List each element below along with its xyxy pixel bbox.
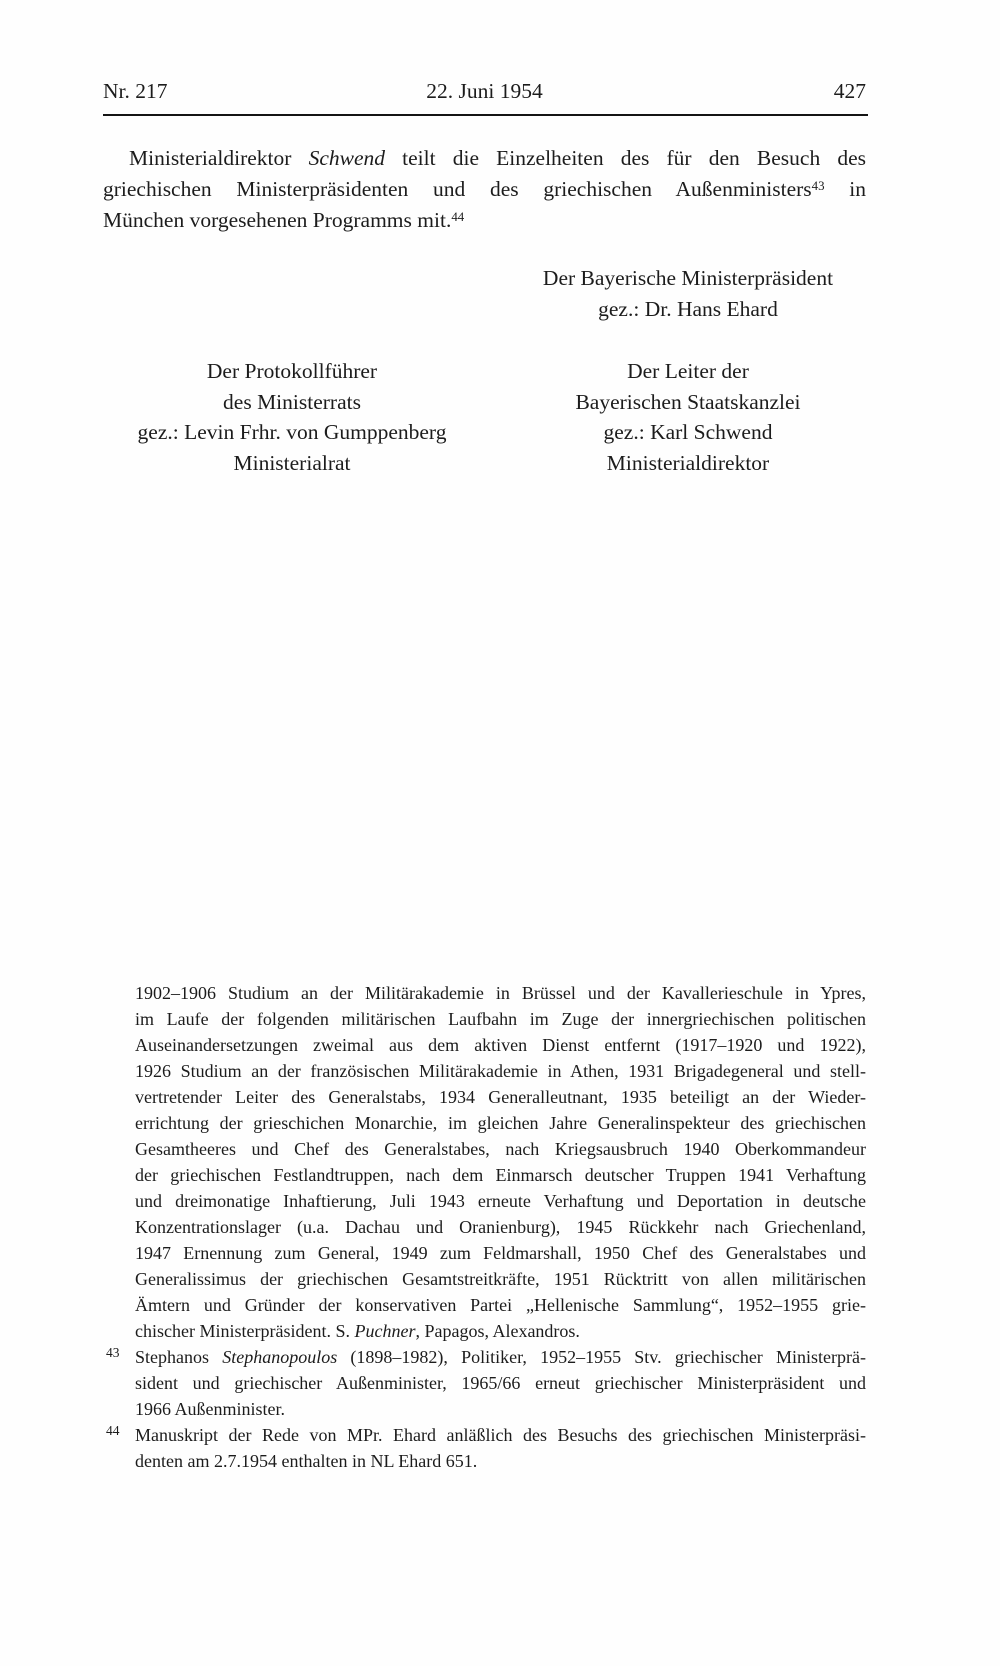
signature-line: Bayerischen Staatskanzlei bbox=[575, 389, 801, 414]
page-header bbox=[103, 78, 866, 104]
text-run: chischer Ministerpräsident. S. bbox=[135, 1321, 355, 1341]
document-date: 22. Juni 1954 bbox=[426, 79, 543, 103]
text-run: 1926 Studium an der französischen Militärakademie in Athen, 1931 Brigadegeneral und stell- bbox=[135, 1061, 866, 1081]
text-line bbox=[135, 1032, 866, 1058]
text-run: (1898–1982), Politiker, 1952–1955 Stv. griechischer Ministerprä- bbox=[337, 1347, 866, 1367]
signature-chancellery bbox=[488, 356, 888, 478]
text-run: 1966 Außenminister. bbox=[135, 1399, 285, 1419]
text-run: der griechischen Festlandtruppen, nach dem Einmarsch deutscher Truppen 1941 Verhaftung bbox=[135, 1165, 866, 1185]
signature-premier bbox=[488, 263, 888, 324]
signature-line: Ministerialrat bbox=[233, 450, 351, 475]
text-line bbox=[135, 1448, 866, 1474]
signature-line: gez.: Dr. Hans Ehard bbox=[598, 296, 778, 321]
signature-line: gez.: Karl Schwend bbox=[603, 420, 773, 444]
text-run: vertretender Leiter des Generalstabs, 1934 Generalleutnant, 1935 beteiligt an der Wieder- bbox=[135, 1087, 866, 1107]
footnote-text bbox=[135, 980, 866, 1344]
text-line bbox=[135, 980, 866, 1006]
signature-line: Der Protokollführer bbox=[206, 359, 378, 383]
footnote-text bbox=[135, 1344, 866, 1422]
text-run: griechischen Ministerpräsidenten und des griechischen Außenministers bbox=[103, 177, 812, 201]
footnote-continuation bbox=[135, 980, 866, 1344]
text-run: Ämtern und Gründer der konservativen Partei „Hellenische Sammlung“, 1952–1955 grie- bbox=[135, 1295, 866, 1315]
text-line bbox=[135, 1162, 866, 1188]
text-line bbox=[135, 1422, 866, 1448]
footnote-44 bbox=[106, 1422, 866, 1474]
opening-paragraph bbox=[103, 143, 866, 236]
text-line bbox=[135, 1240, 866, 1266]
text-line bbox=[103, 205, 866, 236]
text-run: und dreimonatige Inhaftierung, Juli 1943 erneute Verhaftung und Deportation in deutsche bbox=[135, 1191, 866, 1211]
italic-text-run: Schwend bbox=[308, 146, 385, 170]
text-run: errichtung der grieschichen Monarchie, im gleichen Jahre Generalinspekteur des griechischen bbox=[135, 1113, 866, 1133]
text-run: , Papagos, Alexandros. bbox=[415, 1321, 580, 1341]
text-run: in bbox=[824, 177, 866, 201]
text-line bbox=[135, 1266, 866, 1292]
text-run: teilt die Einzelheiten des für den Besuch des bbox=[385, 146, 866, 170]
text-line bbox=[135, 1058, 866, 1084]
header-rule bbox=[103, 114, 868, 116]
signature-line: gez.: Levin Frhr. von Gumppenberg bbox=[137, 420, 447, 444]
text-line bbox=[103, 174, 866, 205]
footnote-reference: 43 bbox=[811, 178, 825, 193]
text-run: im Laufe der folgenden militärischen Laufbahn im Zuge der innergriechischen politischen bbox=[135, 1009, 866, 1029]
text-line bbox=[135, 1396, 866, 1422]
text-line bbox=[135, 1188, 866, 1214]
footnote-43 bbox=[106, 1344, 866, 1422]
text-run: Ministerialdirektor bbox=[129, 146, 309, 170]
italic-text-run: Stephanopoulos bbox=[222, 1347, 338, 1367]
text-run: 1947 Ernennung zum General, 1949 zum Feldmarshall, 1950 Chef des Generalstabes und bbox=[135, 1243, 866, 1263]
text-run: sident und griechischer Außenminister, 1965/66 erneut griechischer Ministerpräsident und bbox=[135, 1373, 866, 1393]
text-run: denten am 2.7.1954 enthalten in NL Ehard 651. bbox=[135, 1451, 478, 1471]
text-run: Auseinandersetzungen zweimal aus dem aktiven Dienst entfernt (1917–1920 und 1922), bbox=[135, 1035, 866, 1055]
text-line bbox=[135, 1136, 866, 1162]
signature-line: Ministerialdirektor bbox=[606, 450, 770, 475]
text-run: Manuskript der Rede von MPr. Ehard anläßlich des Besuchs des griechischen Ministerpräsi- bbox=[135, 1425, 866, 1445]
text-run: Gesamtheeres und Chef des Generalstabes, nach Kriegsausbruch 1940 Oberkommandeur bbox=[135, 1139, 866, 1159]
text-line bbox=[135, 1110, 866, 1136]
text-line bbox=[135, 1084, 866, 1110]
text-run: Stephanos bbox=[135, 1347, 223, 1367]
text-run: 1902–1906 Studium an der Militärakademie in Brüssel und der Kavallerieschule in Ypres, bbox=[135, 983, 866, 1003]
text-line bbox=[135, 1214, 866, 1240]
text-run: Konzentrationslager (u.a. Dachau und Oranienburg), 1945 Rückkehr nach Griechenland, bbox=[135, 1217, 866, 1237]
footnote-reference: 44 bbox=[451, 209, 465, 224]
text-run: Generalissimus der griechischen Gesamtstreitkräfte, 1951 Rücktritt von allen militärischen bbox=[135, 1269, 866, 1289]
signature-line: des Ministerrats bbox=[223, 389, 361, 414]
page-number: 427 bbox=[833, 79, 866, 103]
signature-line: Der Bayerische Ministerpräsident bbox=[542, 266, 834, 290]
text-run: München vorgesehenen Programms mit. bbox=[103, 208, 452, 232]
signature-protocol bbox=[92, 356, 492, 478]
signature-line: Der Leiter der bbox=[627, 359, 749, 383]
footnote-number: 43 bbox=[106, 1345, 120, 1360]
text-line bbox=[135, 1344, 866, 1370]
document-number: Nr. 217 bbox=[103, 79, 168, 103]
text-line bbox=[103, 143, 866, 174]
footnote-number: 44 bbox=[106, 1423, 120, 1438]
text-line bbox=[135, 1292, 866, 1318]
text-line bbox=[135, 1318, 866, 1344]
italic-text-run: Puchner bbox=[354, 1321, 416, 1341]
footnote-text bbox=[135, 1422, 866, 1474]
text-line bbox=[135, 1370, 866, 1396]
footnote-section bbox=[106, 980, 866, 1474]
text-line bbox=[135, 1006, 866, 1032]
